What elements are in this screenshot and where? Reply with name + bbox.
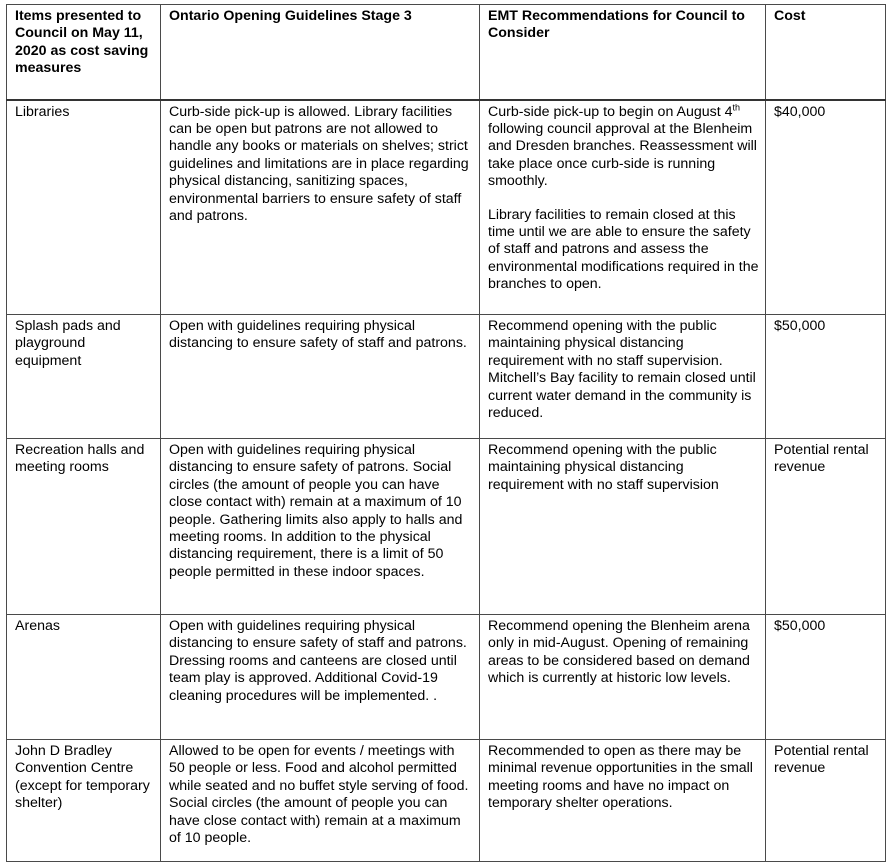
table-row bbox=[7, 439, 886, 615]
header-ontario-guidelines: Ontario Opening Guidelines Stage 3 bbox=[161, 5, 480, 100]
item-cell: Splash pads and playground equipment bbox=[7, 315, 161, 439]
table-row bbox=[7, 740, 886, 862]
cost-cell: Potential rental revenue bbox=[766, 439, 886, 615]
cost-cell: Potential rental revenue bbox=[766, 740, 886, 862]
cost-cell: $40,000 bbox=[766, 100, 886, 315]
guidelines-cell: Open with guidelines requiring physical distancing to ensure safety of staff and patrons. bbox=[161, 315, 480, 439]
cost-cell: $50,000 bbox=[766, 315, 886, 439]
guidelines-cell: Allowed to be open for events / meetings with 50 people or less. Food and alcohol permitted while seated and no buffet style serving of food. Social circles (the amount of people you can have close contact with) remain at a maximum of 10 people. bbox=[161, 740, 480, 862]
recommendation-cell bbox=[480, 100, 766, 315]
header-emt-recommendations: EMT Recommendations for Council to Consider bbox=[480, 5, 766, 100]
recommendation-cell: Recommend opening with the public maintaining physical distancing requirement with no staff supervision. Mitchell’s Bay facility to remain closed until current water demand in the community is reduced. bbox=[480, 315, 766, 439]
table-row bbox=[7, 100, 886, 315]
recommendation-cell: Recommended to open as there may be minimal revenue opportunities in the small meeting rooms and have no impact on temporary shelter operations. bbox=[480, 740, 766, 862]
guidelines-cell: Open with guidelines requiring physical distancing to ensure safety of patrons. Social circles (the amount of people you can have close contact with) remain at a maximum of 10 people. Gathering limits also apply to halls and meeting rooms. In addition to the physical distancing requirement, there is a limit of 50 people permitted in these indoor spaces. bbox=[161, 439, 480, 615]
header-cost: Cost bbox=[766, 5, 886, 100]
cost-saving-measures-table bbox=[6, 4, 886, 862]
table-header-row bbox=[7, 5, 886, 100]
recommendation-cell: Recommend opening the Blenheim arena only in mid-August. Opening of remaining areas to be considered based on demand which is currently at historic low levels. bbox=[480, 615, 766, 740]
item-cell: Libraries bbox=[7, 100, 161, 315]
recommendation-paragraph: Library facilities to remain closed at this time until we are able to ensure the safety of staff and patrons and assess the environmental modifications required in the branches to open. bbox=[488, 206, 759, 293]
recommendation-cell: Recommend opening with the public maintaining physical distancing requirement with no staff supervision bbox=[480, 439, 766, 615]
table-row bbox=[7, 615, 886, 740]
item-cell: Arenas bbox=[7, 615, 161, 740]
cost-cell: $50,000 bbox=[766, 615, 886, 740]
header-items: Items presented to Council on May 11, 2020 as cost saving measures bbox=[7, 5, 161, 100]
item-cell: Recreation halls and meeting rooms bbox=[7, 439, 161, 615]
guidelines-cell: Curb-side pick-up is allowed. Library facilities can be open but patrons are not allowed to handle any books or materials on shelves; strict guidelines and limitations are in place regarding physical distancing, sanitizing spaces, environmental barriers to ensure safety of staff and patrons. bbox=[161, 100, 480, 315]
recommendation-paragraph: Curb-side pick-up to begin on August 4th following council approval at the Blenheim and Dresden branches. Reassessment will take place once curb-side is running smoothly. bbox=[488, 101, 757, 190]
guidelines-cell: Open with guidelines requiring physical distancing to ensure safety of staff and patrons. Dressing rooms and canteens are closed until team play is approved. Additional Covid-19 cleaning procedures will be implemented. . bbox=[161, 615, 480, 740]
table-row bbox=[7, 315, 886, 439]
item-cell: John D Bradley Convention Centre (except for temporary shelter) bbox=[7, 740, 161, 862]
